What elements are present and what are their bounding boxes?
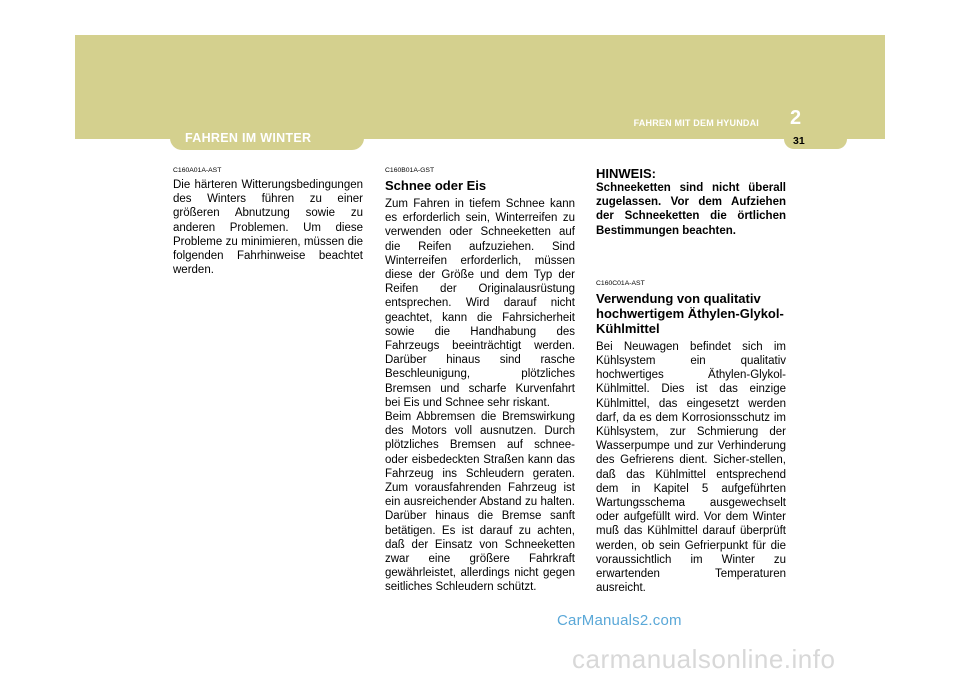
watermark: carmanualsonline.info xyxy=(572,644,836,674)
section-heading: Schnee oder Eis xyxy=(385,178,487,193)
coolant-paragraph: Bei Neuwagen befindet sich im Kühlsystem ein qualitativ hochwertiges Äthylen-Glykol-Kühlmittel. Dies ist das einzige Kühlmittel, das eingesetzt werden darf, da es dem Korrosionsschutz im Kühlsystem, zur Schmierung der Wasserpumpe und zur Verhinderung des Gefrierens dient. Sicher-stellen, daß das Kühlmittel entsprechend dem in Kapitel 5 aufgeführten Wartungsschema ausgewechselt oder aufgefüllt wird. Vor dem Winter muß das Kühlmittel darauf überprüft werden, ob sein Gefrierpunkt für die voraussichtlich im Winter zu erwartenden Temperaturen ausreicht. xyxy=(596,340,786,595)
column-1 xyxy=(173,167,363,277)
snow-ice-paragraph: Zum Fahren in tiefem Schnee kann es erforderlich sein, Winterreifen zu verwenden oder Schneeketten auf die Reifen aufzuziehen. Sind Winterreifen erforderlich, müssen diese der Größe und dem Typ der Reifen der Originalausrüstung entsprechen. Wird darauf nicht geachtet, kann die Fahrsicherheit sowie die Handhabung des Fahrzeugs beeinträchtigt werden. Darüber hinaus sind rasche Beschleunigung, plötzliches Bremsen und scharfe Kurvenfahrt bei Eis und Schnee sehr riskant. xyxy=(385,198,575,409)
chapter-number: 2 xyxy=(790,107,802,129)
note-text: Schneeketten sind nicht überall zugelassen. Vor dem Aufziehen der Schneeketten die örtlichen Bestimmungen beachten. xyxy=(596,182,786,237)
page-number: 31 xyxy=(793,135,805,147)
column-3 xyxy=(596,166,786,595)
header-band xyxy=(75,35,885,139)
manual-page xyxy=(75,35,885,636)
section-code: C160B01A-GST xyxy=(385,167,435,174)
chapter-label: FAHREN MIT DEM HYUNDAI xyxy=(633,118,759,128)
site-mark[interactable]: CarManuals2.com xyxy=(557,612,682,629)
note-title: HINWEIS: xyxy=(596,166,656,181)
section-title: FAHREN IM WINTER xyxy=(185,131,312,145)
section-code: C160A01A-AST xyxy=(173,167,222,174)
intro-paragraph: Die härteren Witterungsbedingungen des Winters führen zu einer größeren Abnutzung sowie zu anderen Problemen. Um diese Probleme zu minimieren, müssen die folgenden Fahrhinweise beachtet werden. xyxy=(173,179,363,277)
section-code: C160C01A-AST xyxy=(596,279,645,287)
braking-paragraph: Beim Abbremsen die Bremswirkung des Motors voll ausnutzen. Durch plötzliches Bremsen auf schnee- oder eisbedeckten Straßen kann das Fahrzeug ins Schleudern geraten. Zum vorausfahrenden Fahrzeug ist ein ausreichender Abstand zu halten. Darüber hinaus die Bremse sanft betätigen. Es ist darauf zu achten, daß der Einsatz von Schneeketten zwar eine größere Fahrkraft gewährleistet, allerdings nicht gegen seitliches Schleudern schützt. xyxy=(385,411,575,594)
column-2 xyxy=(385,167,575,595)
section-heading: Verwendung von qualitativ hochwertigem Äthylen-Glykol-Kühlmittel xyxy=(596,290,784,336)
